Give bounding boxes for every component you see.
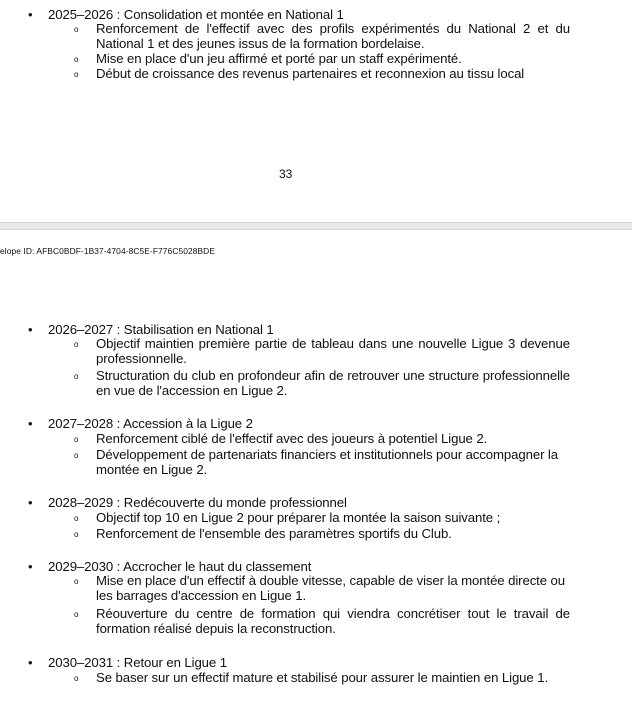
sub-bullet-circle: o bbox=[74, 70, 79, 79]
bullet-dot: • bbox=[28, 559, 33, 574]
section-heading: 2027–2028 : Accession à la Ligue 2 bbox=[48, 416, 253, 431]
bullet-dot: • bbox=[28, 7, 33, 22]
sub-bullet-circle: o bbox=[74, 674, 79, 683]
bullet-dot: • bbox=[28, 322, 33, 337]
sub-bullet-circle: o bbox=[74, 435, 79, 444]
bullet-dot: • bbox=[28, 495, 33, 510]
list-item: Réouverture du centre de formation qui viendra concrétiser tout le travail de formation réalisé depuis la reconstruction. bbox=[96, 606, 570, 636]
list-item: Mise en place d'un effectif à double vitesse, capable de viser la montée directe ou les barrages d'accession en Ligue 1. bbox=[96, 573, 566, 603]
section-heading: 2030–2031 : Retour en Ligue 1 bbox=[48, 655, 227, 670]
list-item: Structuration du club en profondeur afin de retrouver une structure professionnelle en vue de l'accession en Ligue 2. bbox=[96, 368, 570, 398]
sub-bullet-circle: o bbox=[74, 372, 79, 381]
list-item: Objectif maintien première partie de tableau dans une nouvelle Ligue 3 devenue professionnelle. bbox=[96, 336, 570, 366]
list-item: Se baser sur un effectif mature et stabilisé pour assurer le maintien en Ligue 1. bbox=[96, 670, 549, 685]
sub-bullet-circle: o bbox=[74, 25, 79, 34]
list-item: Début de croissance des revenus partenaires et reconnexion au tissu local bbox=[96, 66, 525, 81]
list-item: Renforcement de l'effectif avec des profils expérimentés du National 2 et du National 1 et des jeunes issus de la formation bordelaise. bbox=[96, 21, 570, 51]
bullet-dot: • bbox=[28, 416, 33, 431]
sub-bullet-circle: o bbox=[74, 55, 79, 64]
list-item: Mise en place d'un jeu affirmé et porté par un staff expérimenté. bbox=[96, 51, 462, 66]
bullet-dot: • bbox=[28, 655, 33, 670]
section-heading: 2029–2030 : Accrocher le haut du classement bbox=[48, 559, 312, 574]
sub-bullet-circle: o bbox=[74, 530, 79, 539]
list-item: Renforcement ciblé de l'effectif avec des joueurs à potentiel Ligue 2. bbox=[96, 431, 488, 446]
section-heading: 2028–2029 : Redécouverte du monde professionnel bbox=[48, 495, 347, 510]
list-item: Renforcement de l'ensemble des paramètres sportifs du Club. bbox=[96, 526, 452, 541]
docusign-envelope-id: elope ID: AFBC0BDF-1B37-4704-8C5E-F776C5028BDE bbox=[0, 246, 216, 256]
sub-bullet-circle: o bbox=[74, 451, 79, 460]
sub-bullet-circle: o bbox=[74, 577, 79, 586]
list-item: Objectif top 10 en Ligue 2 pour préparer la montée la saison suivante ; bbox=[96, 510, 501, 525]
list-item: Développement de partenariats financiers et institutionnels pour accompagner la montée en Ligue 2. bbox=[96, 447, 558, 477]
sub-bullet-circle: o bbox=[74, 340, 79, 349]
section-heading: 2026–2027 : Stabilisation en National 1 bbox=[48, 322, 274, 337]
section-heading: 2025–2026 : Consolidation et montée en National 1 bbox=[48, 7, 344, 22]
sub-bullet-circle: o bbox=[74, 514, 79, 523]
page-number: 33 bbox=[279, 167, 293, 181]
sub-bullet-circle: o bbox=[74, 610, 79, 619]
